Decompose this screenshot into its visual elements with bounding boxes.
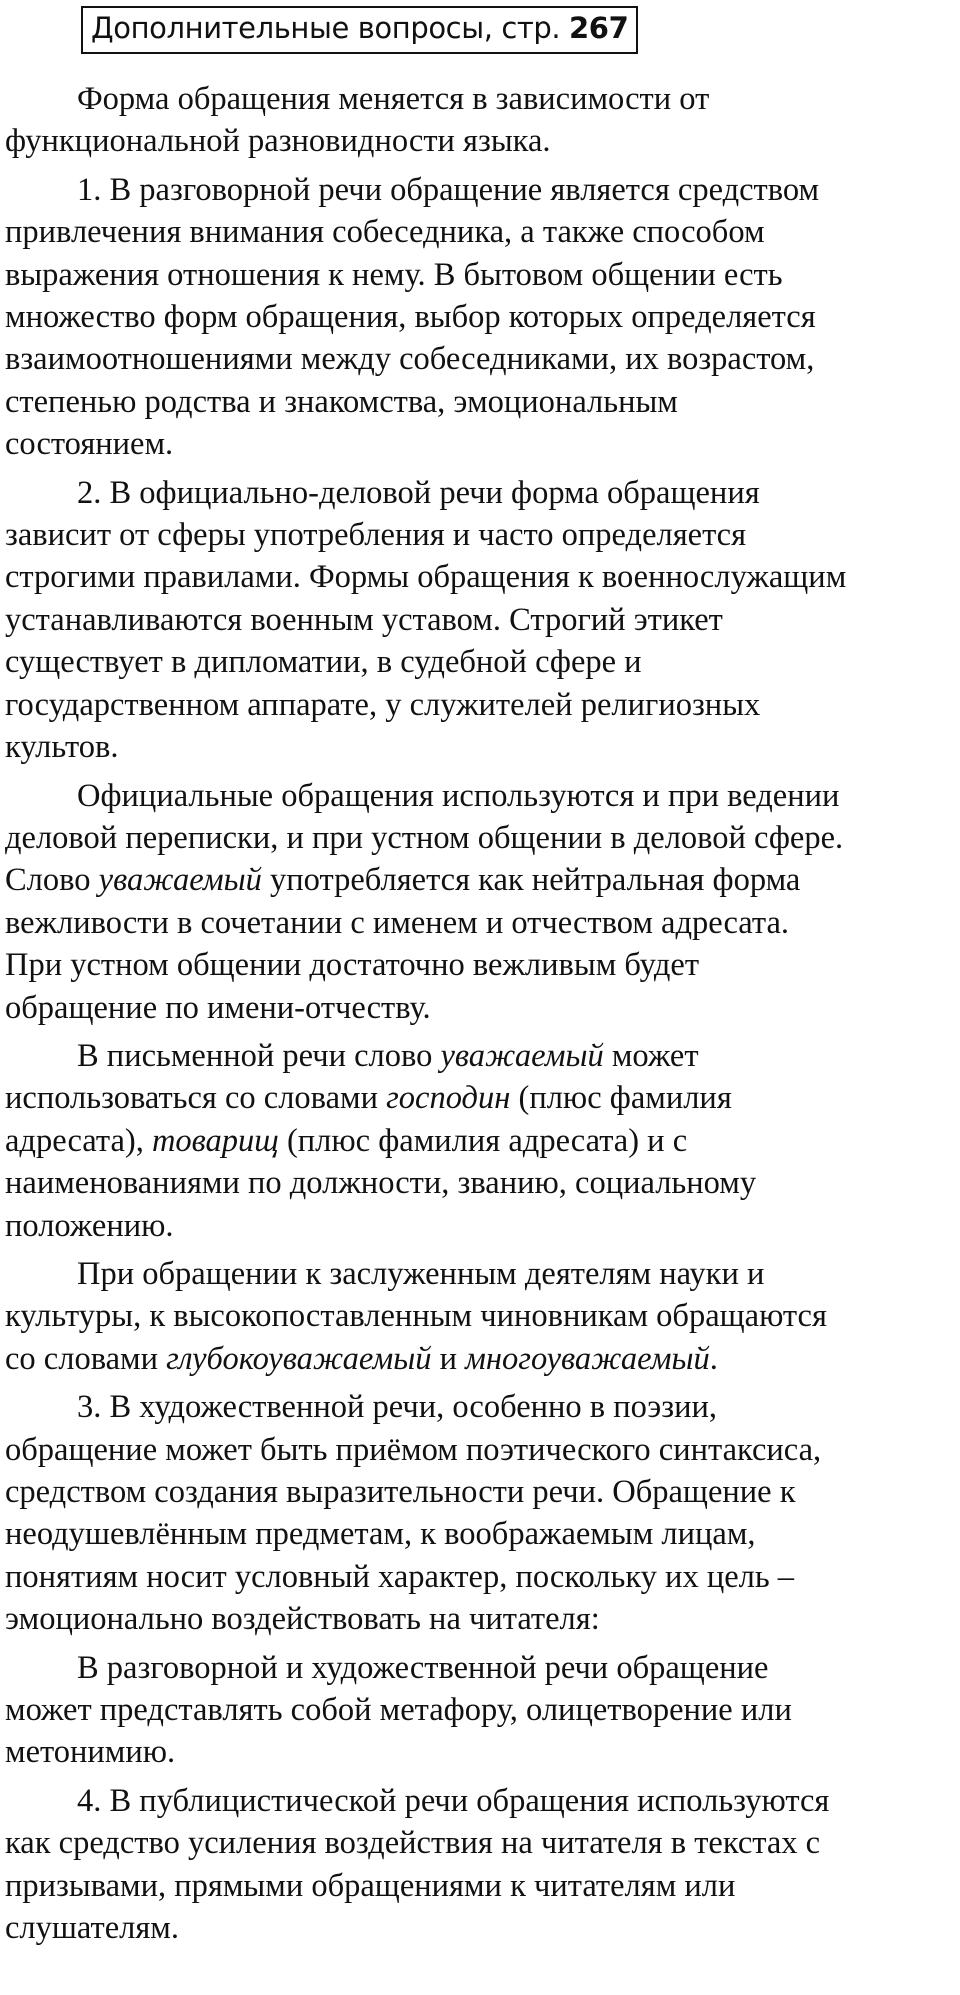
text-span: и <box>431 1340 466 1377</box>
text-span: (плюс фамилия адресата) и с наименованиями по должности, званию, социальному положению. <box>5 1122 757 1244</box>
italic-term: уважаемый <box>98 862 262 899</box>
text-span: . <box>709 1340 718 1377</box>
italic-term: товарищ <box>151 1122 279 1159</box>
paragraph-artistic: 3. В художественной речи, особенно в поэзии, обращение может быть приёмом поэтического синтаксиса, средством создания выразительности речи. Обращение к неодушевлённым предметам, к воображаемым лицам, понятиям носит условный характер, поскольку их цель – эмоционально воздействовать на читателя: <box>5 1389 822 1638</box>
text-span: может использоваться со словами <box>5 1037 699 1117</box>
text-span: (плюс фамилия адресата), <box>5 1080 732 1159</box>
paragraph-honorific <box>5 1253 957 1380</box>
paragraph-publicistic: 4. В публицистической речи обращения используются как средство усиления воздействия на читателя в текстах с призывами, прямыми обращениями к читателям или слушателям. <box>5 1782 830 1947</box>
text-span: Официальные обращения используются и при ведении деловой переписки, и при устном общении в деловой сфере. Слово <box>5 777 844 899</box>
italic-term: уважаемый <box>440 1037 604 1074</box>
paragraph-intro: Форма обращения меняется в зависимости от функциональной разновидности языка. <box>5 81 710 160</box>
text-span: употребляется как нейтральная форма вежливости в сочетании с именем и отчеством адресата. При устном общении достаточно вежливым будет обращение по имени-отчеству. <box>5 862 801 1026</box>
paragraph-official-usage <box>5 775 957 1029</box>
italic-term: многоуважаемый <box>465 1340 710 1377</box>
text-span: При обращении к заслуженным деятелям науки и культуры, к высокопоставленным чиновникам обращаются со словами <box>5 1255 827 1377</box>
italic-term: глубокоуважаемый <box>166 1340 432 1377</box>
italic-term: господин <box>386 1080 511 1117</box>
paragraph-colloquial: 1. В разговорной речи обращение является средством привлечения внимания собеседника, а также способом выражения отношения к нему. В бытовом общении есть множество форм обращения, выбор которых определяется взаимоотношениями между собеседниками, их возрастом, степенью родства и знакомства, эмоциональным состоянием. <box>5 171 820 463</box>
paragraph-metaphor: В разговорной и художественной речи обращение может представлять собой метафору, олицетворение или метонимию. <box>5 1649 792 1771</box>
header-label: Дополнительные вопросы, стр. <box>91 11 570 45</box>
header-page-number: 267 <box>569 11 629 45</box>
paragraph-official: 2. В официально-деловой речи форма обращения зависит от сферы употребления и часто определяется строгими правилами. Формы обращения к военнослужащим устанавливаются военным уставом. Строгий этикет существует в дипломатии, в судебной сфере и государственном аппарате, у служителей религиозных культов. <box>5 474 847 766</box>
text-span: В письменной речи слово <box>77 1037 441 1074</box>
paragraph-written <box>5 1035 957 1247</box>
page-reference-header <box>81 6 638 54</box>
body-text <box>5 78 957 1949</box>
